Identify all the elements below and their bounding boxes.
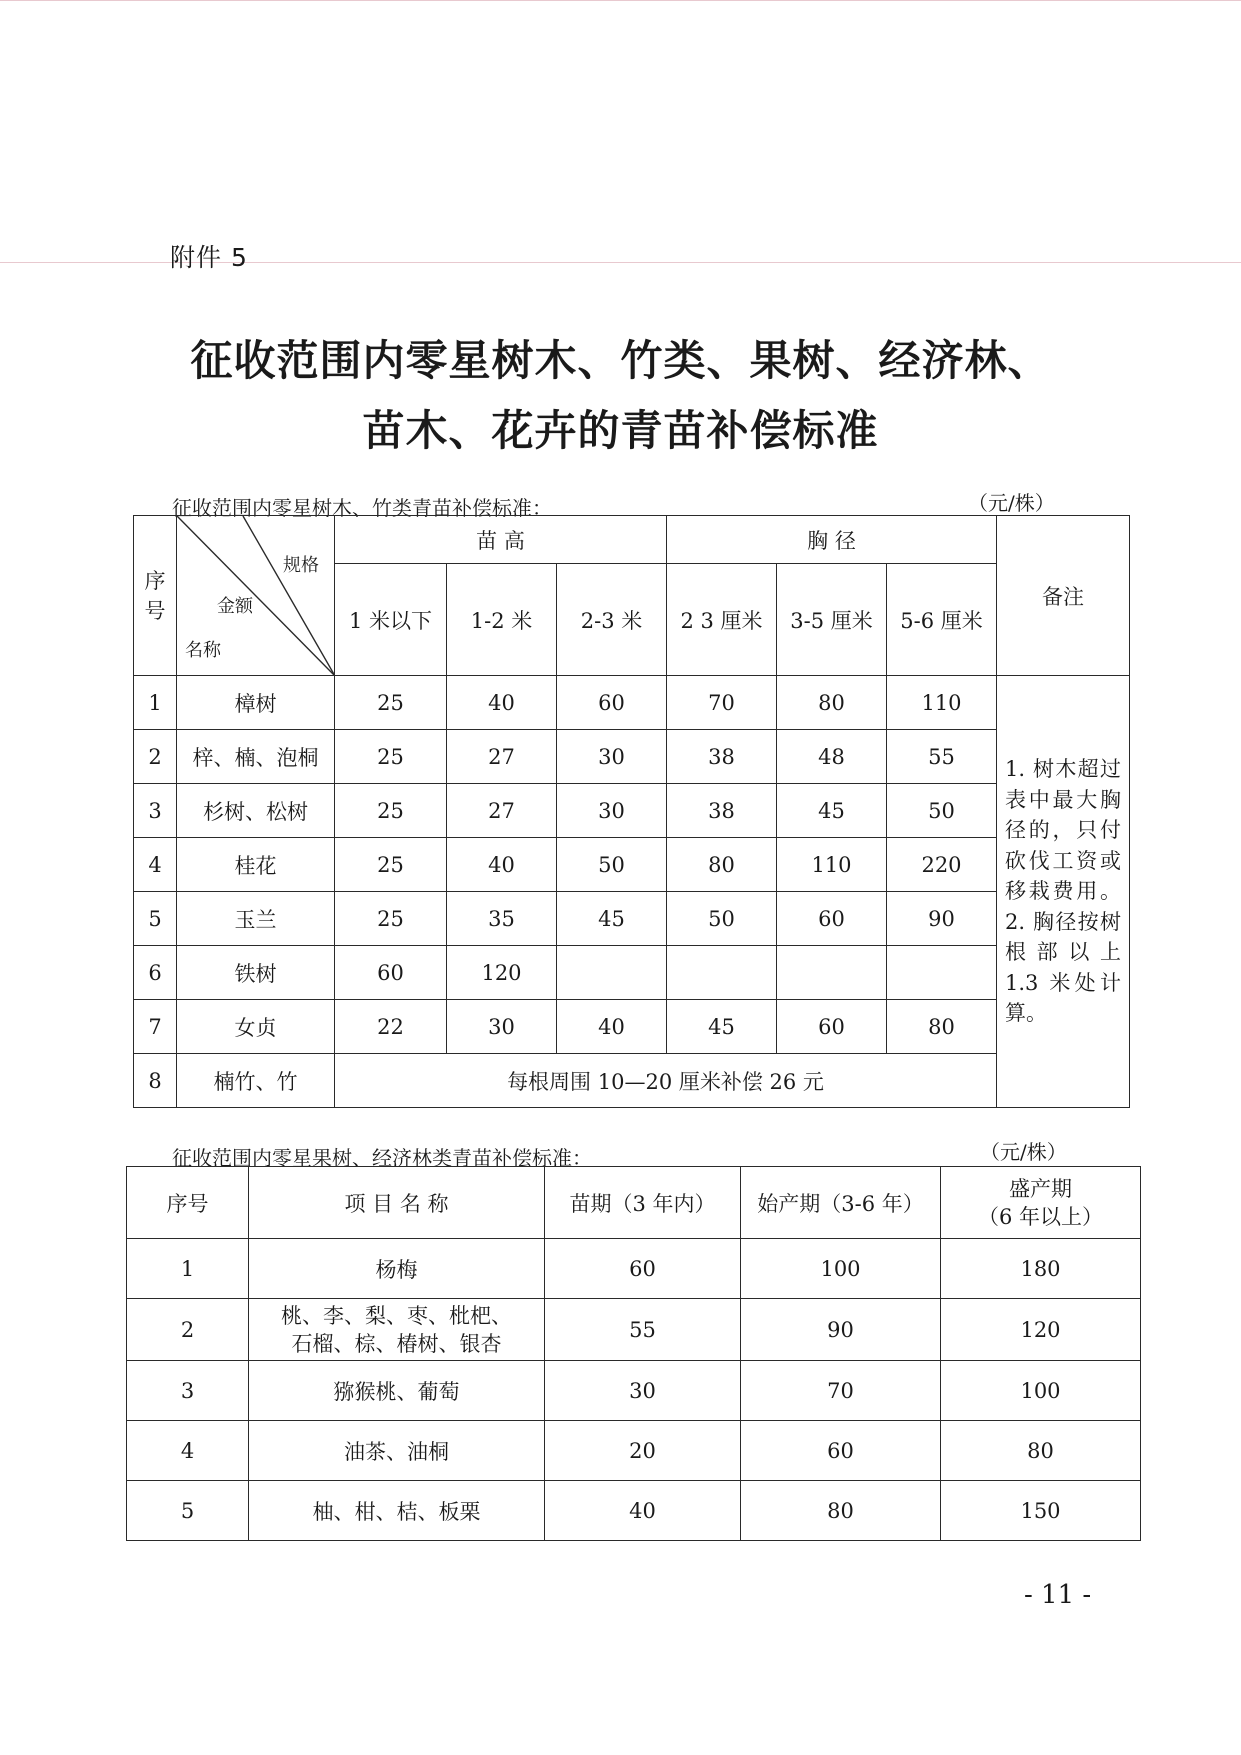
table-row	[134, 730, 1130, 784]
row-name	[249, 1299, 545, 1361]
row-value: 25	[335, 838, 447, 892]
row-value: 60	[545, 1239, 741, 1299]
row-value: 30	[545, 1361, 741, 1421]
row-value: 35	[447, 892, 557, 946]
document-title-line-1: 征收范围内零星树木、竹类、果树、经济林、	[190, 336, 1051, 385]
col-header: 3-5 厘米	[777, 564, 887, 676]
row-seq: 4	[134, 838, 177, 892]
row-value: 120	[447, 946, 557, 1000]
row-value: 25	[335, 892, 447, 946]
row-name	[249, 1421, 545, 1481]
table-row	[127, 1361, 1141, 1421]
tree-table-unit: （元/株）	[968, 491, 1055, 515]
row-value: 40	[545, 1481, 741, 1541]
row-value: 80	[741, 1481, 941, 1541]
row-name	[249, 1239, 545, 1299]
row-value: 90	[741, 1299, 941, 1361]
group-header-height: 苗 高	[335, 516, 667, 564]
row-value: 25	[335, 676, 447, 730]
page-number: - 11 -	[1024, 1580, 1092, 1610]
row-value: 25	[335, 784, 447, 838]
row-value	[557, 946, 667, 1000]
attachment-label: 附件 5	[170, 243, 248, 272]
table-row	[134, 1000, 1130, 1054]
row-value: 70	[667, 676, 777, 730]
col-header: 1-2 米	[447, 564, 557, 676]
row-value: 22	[335, 1000, 447, 1054]
row-value: 38	[667, 730, 777, 784]
table-row	[127, 1239, 1141, 1299]
row-value: 55	[887, 730, 997, 784]
col-header: 1 米以下	[335, 564, 447, 676]
row-value	[777, 946, 887, 1000]
peak-header-line-1: 盛产期	[1009, 1176, 1072, 1201]
row-value: 20	[545, 1421, 741, 1481]
row-value	[887, 946, 997, 1000]
row-name-line-1: 桃、李、梨、枣、枇杷、	[281, 1303, 512, 1328]
row-value: 50	[887, 784, 997, 838]
row-value: 60	[777, 892, 887, 946]
row-seq: 5	[134, 892, 177, 946]
row-value: 55	[545, 1299, 741, 1361]
tree-compensation-table	[133, 515, 1130, 1108]
fruit-compensation-table	[126, 1166, 1141, 1541]
diag-amount-label: 金额	[217, 596, 253, 617]
row-value: 30	[447, 1000, 557, 1054]
bamboo-note: 每根周围 10—20 厘米补偿 26 元	[335, 1054, 997, 1108]
row-name: 铁树	[177, 946, 335, 1000]
row-value: 80	[777, 676, 887, 730]
row-value: 45	[557, 892, 667, 946]
row-name-line-1: 杨梅	[375, 1257, 418, 1282]
row-value: 80	[667, 838, 777, 892]
row-value	[667, 946, 777, 1000]
row-seq: 2	[127, 1299, 249, 1361]
item-name-header: 项 目 名 称	[249, 1167, 545, 1239]
table-row	[134, 1054, 1130, 1108]
col-header: 2 3 厘米	[667, 564, 777, 676]
row-value: 30	[557, 730, 667, 784]
table-row	[134, 838, 1130, 892]
row-value: 60	[741, 1421, 941, 1481]
col-header: 2-3 米	[557, 564, 667, 676]
table-row	[134, 784, 1130, 838]
row-name-line-1: 油茶、油桐	[344, 1439, 449, 1464]
row-name: 杉树、松树	[177, 784, 335, 838]
row-seq: 2	[134, 730, 177, 784]
row-value: 45	[777, 784, 887, 838]
col-header: 5-6 厘米	[887, 564, 997, 676]
row-value: 100	[941, 1361, 1141, 1421]
row-name: 楠竹、竹	[177, 1054, 335, 1108]
fruit-table-caption: 征收范围内零星果树、经济林类青苗补偿标准：	[172, 1146, 592, 1170]
row-seq: 1	[127, 1239, 249, 1299]
row-value: 27	[447, 784, 557, 838]
row-value: 90	[887, 892, 997, 946]
table-row	[127, 1481, 1141, 1541]
row-seq: 1	[134, 676, 177, 730]
remark-text: 1. 树木超过表中最大胸径的，只付砍伐工资或移栽费用。2. 胸径按树根部以上 1.3 米处计算。	[997, 676, 1130, 1108]
row-seq: 8	[134, 1054, 177, 1108]
row-value: 30	[557, 784, 667, 838]
row-seq: 6	[134, 946, 177, 1000]
row-value: 27	[447, 730, 557, 784]
fruit-table-unit: （元/株）	[980, 1140, 1067, 1164]
row-value: 100	[741, 1239, 941, 1299]
row-value: 40	[447, 838, 557, 892]
row-value: 180	[941, 1239, 1141, 1299]
row-value: 50	[667, 892, 777, 946]
row-value: 110	[887, 676, 997, 730]
row-name: 女贞	[177, 1000, 335, 1054]
peak-production-header	[941, 1167, 1141, 1239]
row-value: 80	[887, 1000, 997, 1054]
row-value: 45	[667, 1000, 777, 1054]
tree-table-caption: 征收范围内零星树木、竹类青苗补偿标准：	[172, 496, 552, 520]
seedling-stage-header: 苗期（3 年内）	[545, 1167, 741, 1239]
row-seq: 5	[127, 1481, 249, 1541]
row-seq: 3	[127, 1361, 249, 1421]
table-row	[127, 1299, 1141, 1361]
row-value: 40	[447, 676, 557, 730]
row-value: 150	[941, 1481, 1141, 1541]
row-value: 48	[777, 730, 887, 784]
row-name-line-1: 猕猴桃、葡萄	[333, 1379, 460, 1404]
row-name: 玉兰	[177, 892, 335, 946]
row-value: 220	[887, 838, 997, 892]
row-value: 40	[557, 1000, 667, 1054]
row-name-line-1: 柚、柑、桔、板栗	[312, 1499, 481, 1524]
seq-header: 序号	[134, 516, 177, 676]
row-value: 60	[557, 676, 667, 730]
row-value: 25	[335, 730, 447, 784]
row-name: 樟树	[177, 676, 335, 730]
row-name: 梓、楠、泡桐	[177, 730, 335, 784]
table-row	[134, 892, 1130, 946]
row-value: 38	[667, 784, 777, 838]
diag-spec-label: 规格	[283, 555, 319, 576]
document-title-line-2: 苗木、花卉的青苗补偿标准	[362, 406, 879, 455]
row-seq: 7	[134, 1000, 177, 1054]
row-seq: 3	[134, 784, 177, 838]
row-name	[249, 1361, 545, 1421]
row-value: 60	[335, 946, 447, 1000]
row-value: 50	[557, 838, 667, 892]
peak-header-line-2: （6 年以上）	[977, 1204, 1104, 1229]
early-production-header: 始产期（3-6 年）	[741, 1167, 941, 1239]
row-value: 70	[741, 1361, 941, 1421]
row-value: 80	[941, 1421, 1141, 1481]
row-name-line-2: 石榴、棕、椿树、银杏	[291, 1331, 502, 1356]
remark-header: 备注	[997, 516, 1130, 676]
row-name	[249, 1481, 545, 1541]
row-name: 桂花	[177, 838, 335, 892]
diag-name-label: 名称	[185, 640, 221, 661]
row-value: 60	[777, 1000, 887, 1054]
group-header-diameter: 胸 径	[667, 516, 997, 564]
seq-header: 序号	[127, 1167, 249, 1239]
row-value: 120	[941, 1299, 1141, 1361]
diagonal-header-cell	[177, 516, 335, 676]
row-value: 110	[777, 838, 887, 892]
table-row	[127, 1421, 1141, 1481]
table-row	[134, 676, 1130, 730]
table-row	[134, 946, 1130, 1000]
row-seq: 4	[127, 1421, 249, 1481]
